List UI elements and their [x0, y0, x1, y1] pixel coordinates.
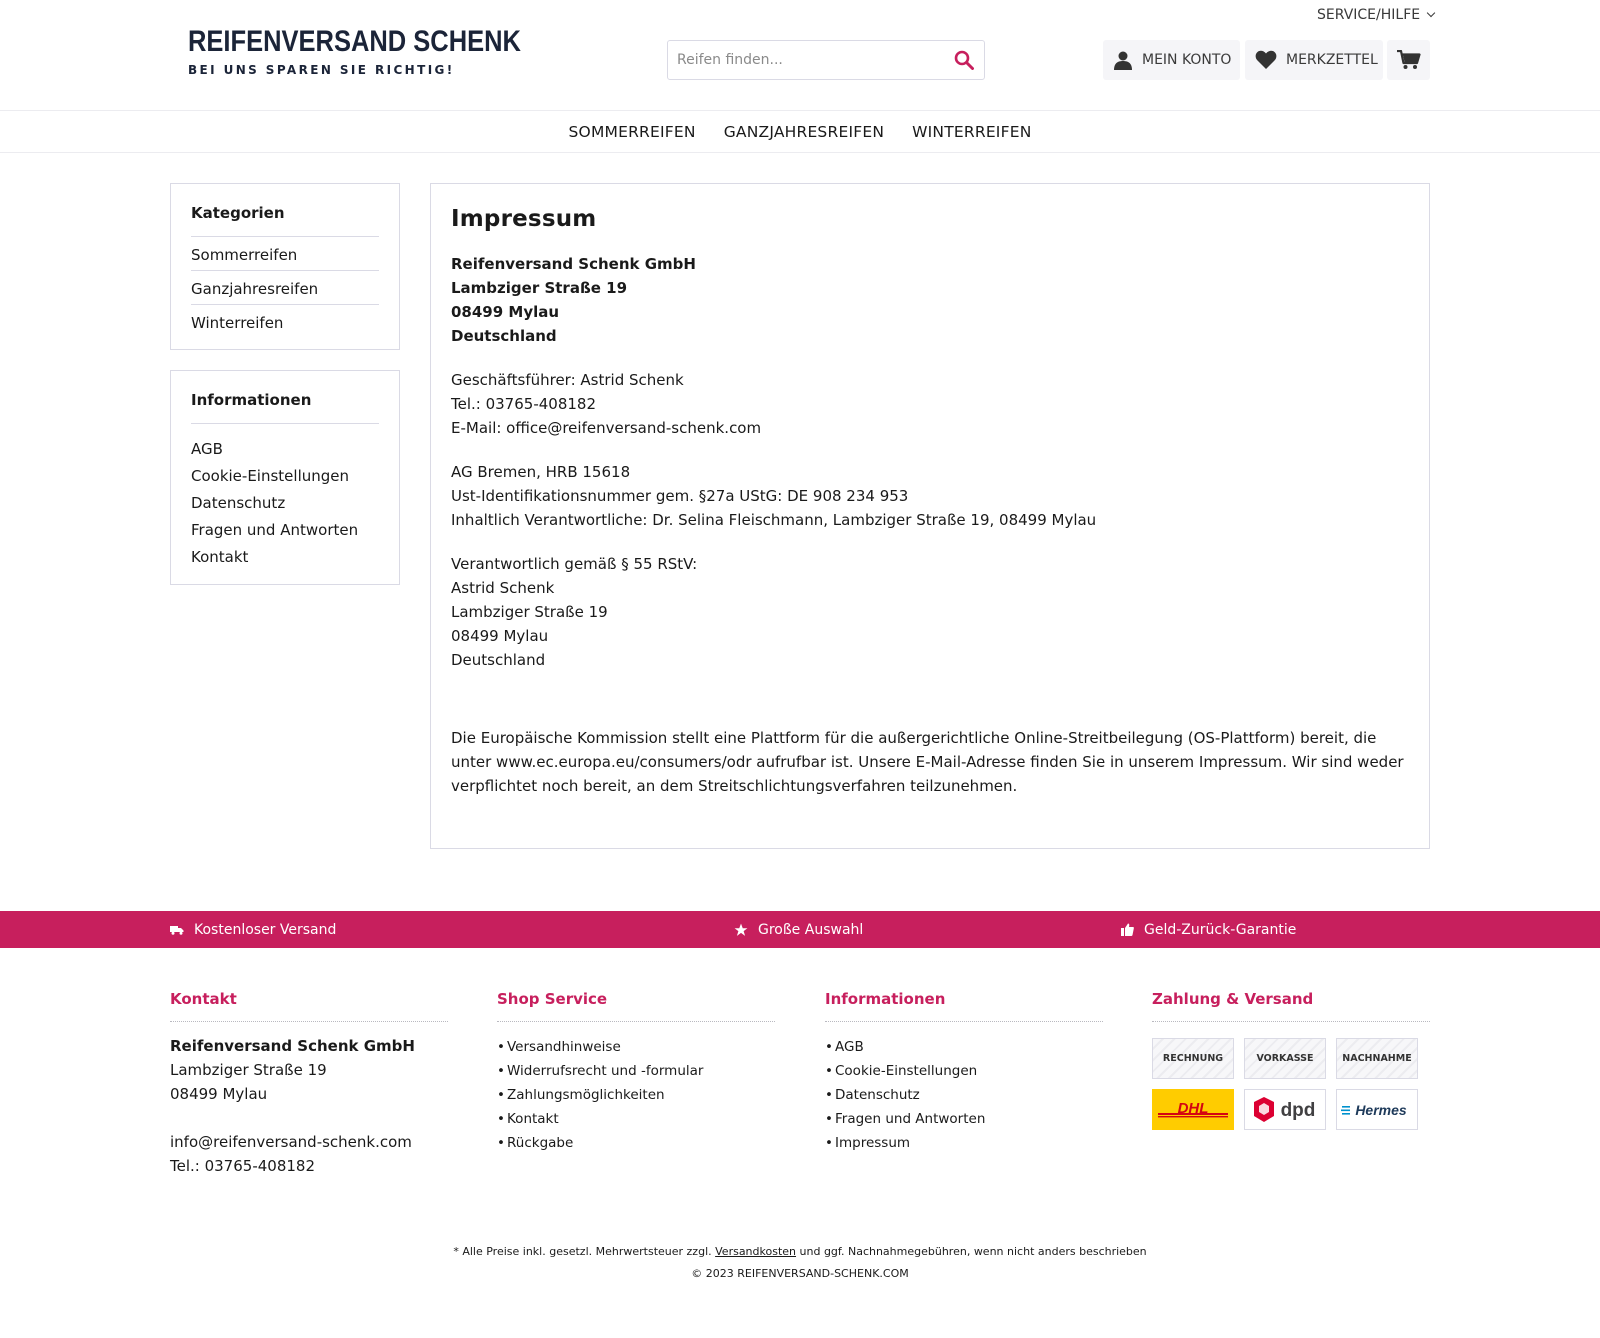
nav-item-sommerreifen[interactable]: SOMMERREIFEN	[568, 122, 696, 141]
dpd-logo	[1244, 1089, 1326, 1130]
thumbs-up-icon	[1121, 923, 1134, 936]
footer-contact	[170, 990, 448, 1178]
chevron-down-icon	[1427, 9, 1435, 17]
star-icon	[734, 923, 748, 937]
hermes-logo	[1336, 1089, 1418, 1130]
wishlist-button[interactable]	[1245, 40, 1383, 80]
search-icon	[954, 50, 974, 70]
vat-id: Ust-Identifikationsnummer gem. §27a UStG: DE 908 234 953	[451, 487, 909, 505]
benefit-money-back	[1121, 911, 1296, 948]
rstv-responsible	[451, 552, 1409, 672]
payment-rechnung-badge: RECHNUNG	[1152, 1038, 1234, 1079]
footer-phone: Tel.: 03765-408182	[170, 1157, 315, 1175]
footer-link-impressum[interactable]: • Impressum	[825, 1135, 911, 1151]
register-court: AG Bremen, HRB 15618	[451, 463, 631, 481]
dhl-wordmark: DHL	[1177, 1100, 1209, 1117]
rstv-name: Astrid Schenk	[451, 579, 555, 597]
footer-email[interactable]: info@reifenversand-schenk.com	[170, 1133, 412, 1151]
payment-vorkasse-badge: VORKASSE	[1244, 1038, 1326, 1079]
company-city: 08499 Mylau	[451, 303, 560, 321]
cart-icon	[1397, 50, 1421, 70]
truck-icon	[170, 925, 184, 935]
my-account-button[interactable]	[1103, 40, 1240, 80]
footer-link-returns[interactable]: • Rückgabe	[497, 1135, 574, 1151]
footer-shop-service	[497, 990, 775, 1155]
content-responsible: Inhaltlich Verantwortliche: Dr. Selina Fleischmann, Lambziger Straße 19, 08499 Mylau	[451, 511, 1097, 529]
benefit-label: Geld-Zurück-Garantie	[1144, 921, 1297, 938]
footer-city: 08499 Mylau	[170, 1085, 268, 1103]
footer-payment-shipping	[1152, 990, 1430, 1130]
sidebar-item-sommerreifen[interactable]: Sommerreifen	[191, 237, 379, 271]
sidebar-categories-title: Kategorien	[191, 204, 379, 237]
heart-icon	[1255, 50, 1277, 70]
benefit-selection	[734, 911, 863, 948]
main-navigation	[0, 111, 1600, 153]
company-address	[451, 252, 1409, 348]
nav-item-winterreifen[interactable]: WINTERREIFEN	[912, 122, 1032, 141]
footer-link-cookie-settings[interactable]: • Cookie-Einstellungen	[825, 1063, 978, 1079]
rstv-city: 08499 Mylau	[451, 627, 549, 645]
rstv-heading: Verantwortlich gemäß § 55 RStV:	[451, 555, 698, 573]
footer-link-payment-options[interactable]: • Zahlungsmöglichkeiten	[497, 1087, 665, 1103]
sidebar-item-cookie-settings[interactable]: Cookie-Einstellungen	[191, 467, 350, 485]
page-title: Impressum	[451, 206, 597, 232]
footer-link-faq[interactable]: • Fragen und Antworten	[825, 1111, 986, 1127]
search-button[interactable]	[944, 41, 984, 79]
footer-link-agb[interactable]: • AGB	[825, 1039, 864, 1055]
hermes-wordmark: Hermes	[1355, 1101, 1407, 1118]
service-help-label: SERVICE/HILFE	[1317, 7, 1421, 23]
company-contact	[451, 368, 1409, 440]
footer-payment-title: Zahlung & Versand	[1152, 990, 1430, 1022]
price-notice-post: und ggf. Nachnahmegebühren, wenn nicht anders beschrieben	[799, 1245, 1147, 1258]
sidebar-item-contact[interactable]: Kontakt	[191, 548, 249, 566]
email-text: E-Mail: office@reifenversand-schenk.com	[451, 419, 762, 437]
footer-information-title: Informationen	[825, 990, 1103, 1022]
benefit-label: Große Auswahl	[758, 921, 864, 938]
sidebar-item-winterreifen[interactable]: Winterreifen	[191, 314, 284, 332]
footer-link-contact[interactable]: • Kontakt	[497, 1111, 559, 1127]
footer-bottom	[0, 1241, 1600, 1285]
company-country: Deutschland	[451, 327, 557, 345]
company-street: Lambziger Straße 19	[451, 279, 628, 297]
phone-text: Tel.: 03765-408182	[451, 395, 596, 413]
footer-link-privacy[interactable]: • Datenschutz	[825, 1087, 920, 1103]
service-help-menu[interactable]	[1317, 7, 1434, 23]
sidebar-item-privacy[interactable]: Datenschutz	[191, 494, 286, 512]
footer-contact-title: Kontakt	[170, 990, 448, 1022]
sidebar-information-title: Informationen	[191, 391, 379, 424]
sidebar-item-agb[interactable]: AGB	[191, 440, 223, 458]
rstv-street: Lambziger Straße 19	[451, 603, 608, 621]
footer-information	[825, 990, 1103, 1155]
footer-link-shipping-info[interactable]: • Versandhinweise	[497, 1039, 621, 1055]
sidebar-item-ganzjahresreifen[interactable]: Ganzjahresreifen	[191, 271, 379, 305]
logo-subtitle: BEI UNS SPAREN SIE RICHTIG!	[188, 63, 455, 77]
rstv-country: Deutschland	[451, 651, 546, 669]
logo-title: REIFENVERSAND SCHENK	[188, 25, 521, 58]
site-logo[interactable]	[170, 18, 521, 84]
benefit-free-shipping	[170, 911, 336, 948]
odr-notice: Die Europäische Kommission stellt eine Plattform für die außergerichtliche Online-Streitbeilegung (OS-Plattform) bereit, die unter www.ec.europa.eu/consumers/odr aufrufbar ist. Unsere E-Mail-Adresse finden Sie in unserem Impressum. Wir sind weder verpflichtet noch bereit, an dem Streitschlichtungsverfahren teilzunehmen.	[451, 729, 1404, 795]
dpd-wordmark: dpd	[1280, 1099, 1316, 1121]
ceo-text: Geschäftsführer: Astrid Schenk	[451, 371, 684, 389]
sidebar-item-faq[interactable]: Fragen und Antworten	[191, 521, 359, 539]
footer-link-withdrawal[interactable]: • Widerrufsrecht und -formular	[497, 1063, 704, 1079]
user-icon	[1113, 50, 1133, 70]
benefit-label: Kostenloser Versand	[194, 921, 337, 938]
payment-nachnahme-badge: NACHNAHME	[1336, 1038, 1418, 1079]
nav-item-ganzjahresreifen[interactable]: GANZJAHRESREIFEN	[723, 122, 885, 141]
my-account-label: MEIN KONTO	[1142, 52, 1232, 68]
company-name: Reifenversand Schenk GmbH	[451, 255, 696, 273]
wishlist-label: MERKZETTEL	[1286, 52, 1378, 68]
search-input[interactable]	[668, 41, 944, 79]
benefits-bar	[0, 911, 1600, 948]
shipping-costs-link[interactable]: Versandkosten	[715, 1245, 797, 1258]
price-notice	[0, 1241, 1600, 1263]
footer-street: Lambziger Straße 19	[170, 1061, 327, 1079]
footer-shop-service-title: Shop Service	[497, 990, 775, 1022]
search-form	[667, 40, 985, 80]
sidebar-information	[170, 370, 400, 585]
sidebar-categories	[170, 183, 400, 350]
dhl-logo	[1152, 1089, 1234, 1130]
impressum-content	[430, 183, 1430, 849]
cart-button[interactable]	[1387, 40, 1430, 80]
copyright: © 2023 REIFENVERSAND-SCHENK.COM	[691, 1267, 909, 1280]
footer-company-name: Reifenversand Schenk GmbH	[170, 1037, 415, 1055]
company-register	[451, 460, 1409, 532]
price-notice-pre: * Alle Preise inkl. gesetzl. Mehrwertsteuer zzgl.	[453, 1245, 712, 1258]
